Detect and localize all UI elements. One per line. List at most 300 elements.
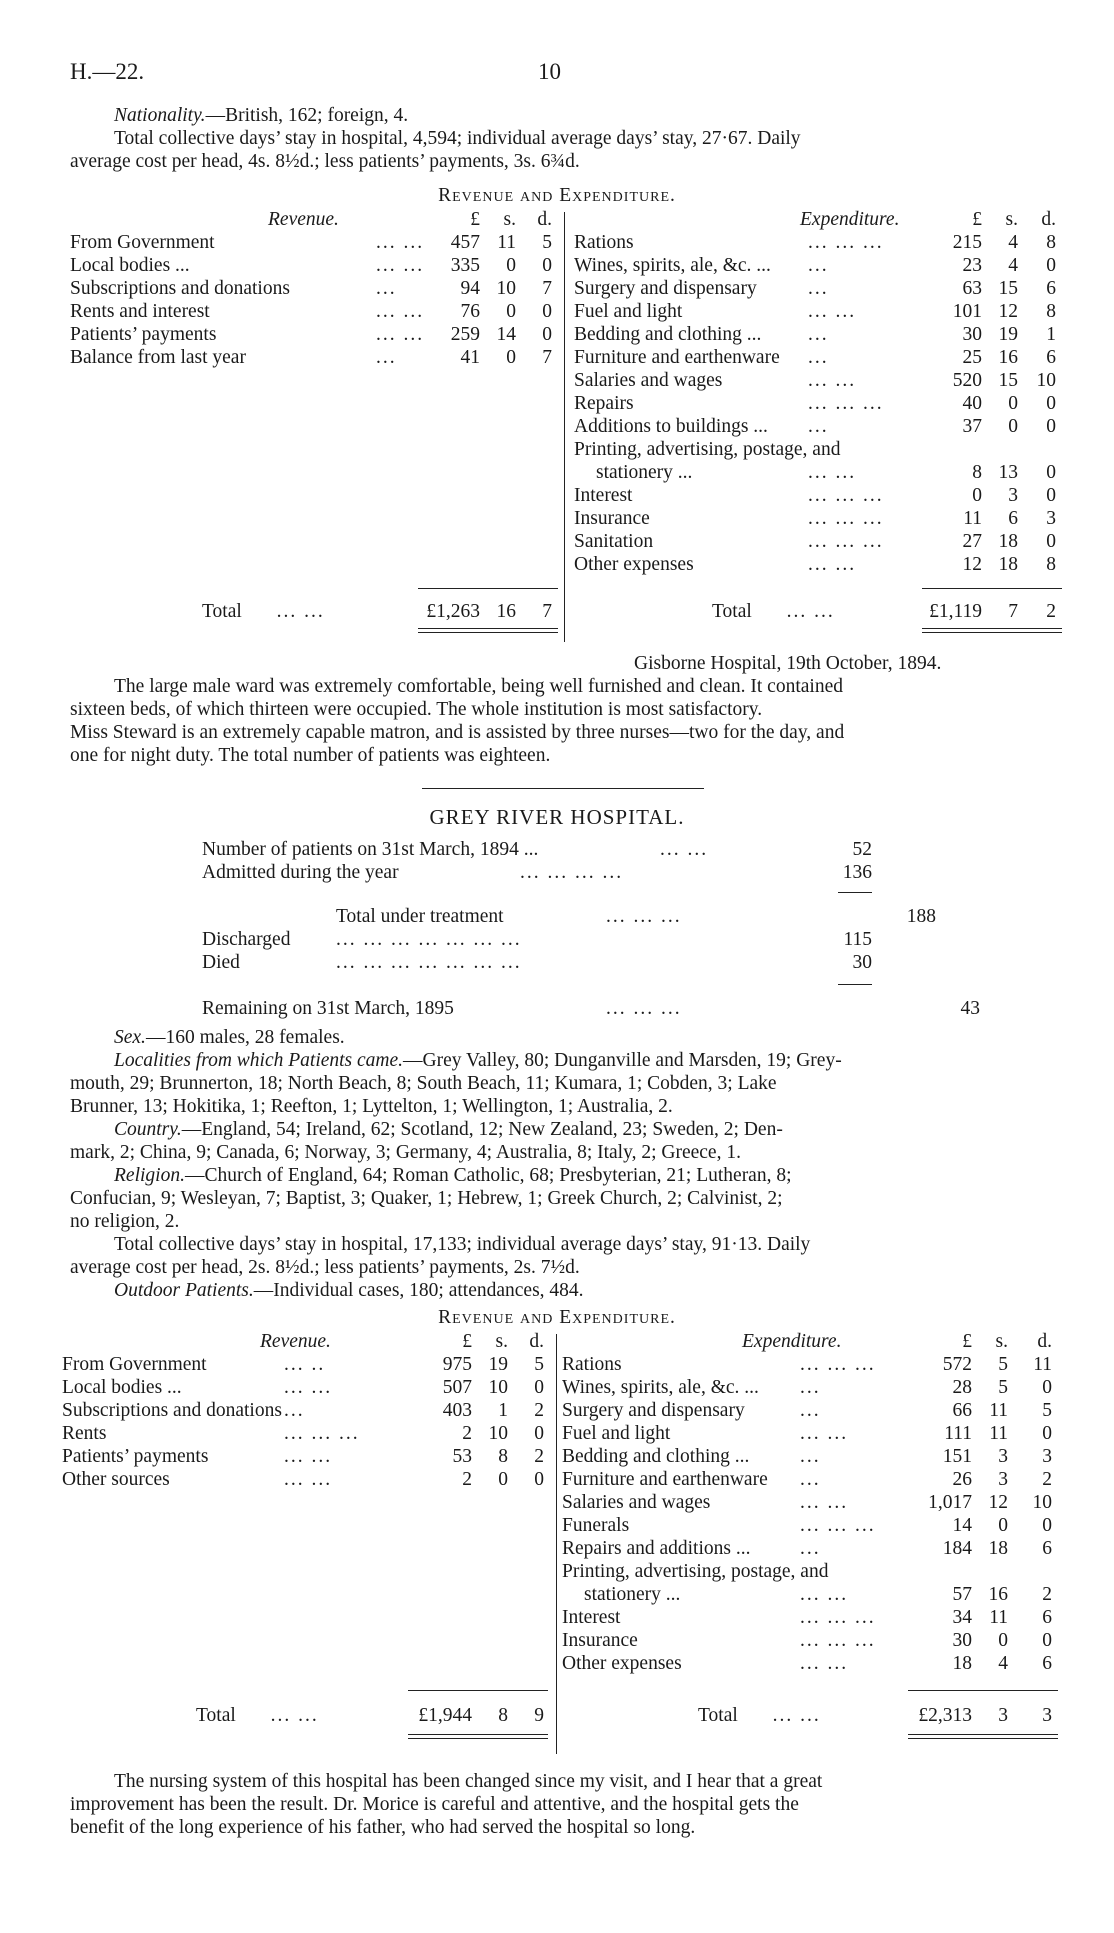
row-leader-dots: ... ... [284,1469,333,1490]
row-pence: 0 [1046,462,1056,483]
sex-label: Sex. [114,1027,146,1048]
row-label: From Government [62,1354,207,1375]
row-leader-dots: ... [376,347,397,368]
stat-value: 52 [852,839,872,860]
row-leader-dots: ... ... ... [800,1607,876,1628]
row-leader-dots: ... ... ... [808,232,884,253]
row-label: Insurance [562,1630,638,1651]
row-pence: 0 [1042,1630,1052,1651]
gisborne-para-line-2: sixteen beds, of which thirteen were occupied. The whole institution is most satisfactory. [70,699,763,720]
row-pence: 0 [1042,1515,1052,1536]
row-pence: 0 [534,1377,544,1398]
expenditure-heading: Expenditure. [800,209,900,230]
expenditure-total-rule [908,1734,1058,1735]
row-pounds: 40 [962,393,982,414]
row-shillings: 10 [496,278,516,299]
row-pence: 0 [1046,393,1056,414]
row-leader-dots: ... ... [800,1423,849,1444]
row-label: Rents [62,1423,107,1444]
document-reference: H.—22. [70,59,145,84]
religion-text: —Church of England, 64; Roman Catholic, 68; Presbyterian, 21; Lutheran, 8; [184,1165,792,1186]
row-leader-dots: ... ... [376,301,425,322]
row-label: Subscriptions and donations [70,278,290,299]
country-line-1 [70,1118,1062,1141]
row-pounds: 184 [942,1538,972,1559]
closing-line-3: benefit of the long experience of his father, who had served the hospital so long. [70,1817,696,1838]
stat-label: Total under treatment [336,906,504,927]
revenue-total-rule [418,632,558,633]
row-pounds: 63 [962,278,982,299]
revenue-total-pence: 7 [542,601,552,622]
localities-line-1 [70,1049,1062,1072]
row-pounds: 457 [450,232,480,253]
row-shillings: 12 [998,301,1018,322]
row-pence: 0 [1042,1423,1052,1444]
expenditure-total-pence: 3 [1042,1705,1052,1726]
religion-line-2: Confucian, 9; Wesleyan, 7; Baptist, 3; Quaker, 1; Hebrew, 1; Greek Church, 2; Calvinist, 2; [70,1188,783,1209]
row-pence: 2 [534,1400,544,1421]
row-shillings: 16 [988,1584,1008,1605]
expenditure-total-pounds: £2,313 [918,1705,972,1726]
row-pounds: 57 [952,1584,972,1605]
row-leader-dots: ... ... ... [808,485,884,506]
row-shillings: 5 [998,1354,1008,1375]
row-leader-dots: ... ... [376,255,425,276]
row-shillings: 11 [989,1400,1008,1421]
row-label: Patients’ payments [70,324,217,345]
col-shillings: s. [503,209,516,230]
row-pence: 7 [542,347,552,368]
row-pounds: 30 [962,324,982,345]
row-leader-dots: ... ... [284,1446,333,1467]
col-pence: d. [529,1331,544,1352]
closing-line-2: improvement has been the result. Dr. Morice is careful and attentive, and the hospital gets the [70,1794,799,1815]
row-leader-dots: ... [808,324,829,345]
row-label: Furniture and earthenware [562,1469,768,1490]
row-pounds: 94 [460,278,480,299]
stat-leader-dots: ... ... ... ... ... ... ... [336,952,522,973]
row-pounds: 28 [952,1377,972,1398]
row-pence: 5 [542,232,552,253]
row-pounds: 975 [442,1354,472,1375]
expenditure-sum-rule [908,1690,1058,1691]
row-label: Printing, advertising, postage, and [574,439,841,460]
row-leader-dots: ... [800,1446,821,1467]
row-leader-dots: ... [808,278,829,299]
row-pounds: 18 [952,1653,972,1674]
row-label: From Government [70,232,215,253]
expenditure-total-rule [922,628,1062,629]
row-label: Funerals [562,1515,630,1536]
stat-label: Admitted during the year [202,862,399,883]
country-label: Country. [114,1119,182,1140]
row-shillings: 4 [998,1653,1008,1674]
stat-total: 188 [906,906,936,927]
row-pounds: 259 [450,324,480,345]
section-divider [422,788,704,789]
row-shillings: 4 [1008,232,1018,253]
revenue-total-pounds: £1,944 [418,1705,472,1726]
row-pounds: 34 [952,1607,972,1628]
col-pounds: £ [470,209,480,230]
row-shillings: 15 [998,278,1018,299]
revenue-total-label: Total ... ... [196,1705,319,1726]
row-shillings: 0 [1008,393,1018,414]
row-label: Furniture and earthenware [574,347,780,368]
stat-label: Discharged [202,929,291,950]
religion-line-1 [70,1164,1062,1187]
row-shillings: 8 [498,1446,508,1467]
row-leader-dots: ... ... [800,1653,849,1674]
col-shillings: s. [495,1331,508,1352]
row-pounds: 215 [952,232,982,253]
row-shillings: 3 [998,1446,1008,1467]
row-label: Surgery and dispensary [562,1400,745,1421]
row-label: Fuel and light [562,1423,671,1444]
revenue-total-rule [408,1734,548,1735]
row-shillings: 1 [498,1400,508,1421]
row-label: Bedding and clothing ... [574,324,762,345]
row-shillings: 4 [1008,255,1018,276]
row-pounds: 53 [452,1446,472,1467]
country-text: —England, 54; Ireland, 62; Scotland, 12; New Zealand, 23; Sweden, 2; Den- [181,1119,783,1140]
country-line-2: mark, 2; China, 9; Canada, 6; Norway, 3; Germany, 4; Australia, 8; Italy, 2; Greece, 1. [70,1142,741,1163]
row-leader-dots: ... ... [808,370,857,391]
row-shillings: 0 [998,1515,1008,1536]
row-label: Local bodies ... [62,1377,182,1398]
revenue-heading: Revenue. [260,1331,331,1352]
row-pence: 6 [1046,278,1056,299]
row-leader-dots: ... ... [800,1492,849,1513]
gisborne-para-line-3: Miss Steward is an extremely capable matron, and is assisted by three nurses—two for the day, and [70,722,845,743]
expenditure-sum-rule [922,588,1062,589]
col-pence: d. [1041,209,1056,230]
revenue-total-pounds: £1,263 [426,601,480,622]
stat-leader-dots: ... ... ... [606,998,682,1019]
row-leader-dots: ... ... [376,324,425,345]
row-pence: 0 [1046,531,1056,552]
grey-table-title: Revenue and Expenditure. [438,1307,676,1328]
row-pence: 2 [1042,1469,1052,1490]
row-label: Rents and interest [70,301,210,322]
stat-value: 136 [842,862,872,883]
row-leader-dots: ... [808,416,829,437]
stats-sum-rule [838,892,872,893]
row-label: Rations [562,1354,622,1375]
row-shillings: 0 [506,301,516,322]
gisborne-stay-line-1: Total collective days’ stay in hospital, 4,594; individual average days’ stay, 27·67. Daily [114,128,801,149]
row-label: Subscriptions and donations [62,1400,282,1421]
outdoor-label: Outdoor Patients. [114,1280,254,1301]
stat-leader-dots: ... ... ... ... ... ... ... [336,929,522,950]
row-label: Interest [562,1607,621,1628]
row-label: Wines, spirits, ale, &c. ... [574,255,771,276]
row-pence: 0 [1046,485,1056,506]
row-leader-dots: ... [800,1538,821,1559]
row-pence: 6 [1042,1607,1052,1628]
row-leader-dots: ... ... ... [800,1515,876,1536]
row-pounds: 2 [462,1423,472,1444]
stat-label: Remaining on 31st March, 1895 [202,998,454,1019]
stat-total: 43 [960,998,980,1019]
row-pounds: 25 [962,347,982,368]
table-divider [556,1334,557,1754]
row-pounds: 30 [952,1630,972,1651]
row-shillings: 6 [1008,508,1018,529]
col-pounds: £ [972,209,982,230]
row-leader-dots: ... [808,347,829,368]
row-pounds: 335 [450,255,480,276]
row-leader-dots: ... [808,255,829,276]
row-shillings: 5 [998,1377,1008,1398]
expenditure-total-rule [922,632,1062,633]
stat-value: 30 [852,952,872,973]
outdoor-text: —Individual cases, 180; attendances, 484. [253,1280,584,1301]
localities-label: Localities from which Patients came. [114,1050,404,1071]
row-label: stationery ... [596,462,693,483]
row-shillings: 13 [998,462,1018,483]
outdoor-line [70,1279,1062,1302]
row-pence: 2 [534,1446,544,1467]
stat-leader-dots: ... ... ... [606,906,682,927]
row-label: stationery ... [584,1584,681,1605]
row-pence: 1 [1046,324,1056,345]
religion-label: Religion. [114,1165,185,1186]
row-shillings: 16 [998,347,1018,368]
expenditure-total-shillings: 7 [1008,601,1018,622]
revenue-total-rule [418,628,558,629]
row-shillings: 0 [506,347,516,368]
row-shillings: 11 [989,1607,1008,1628]
row-pounds: 66 [952,1400,972,1421]
row-pence: 5 [1042,1400,1052,1421]
row-shillings: 12 [988,1492,1008,1513]
row-pence: 0 [1046,255,1056,276]
row-pence: 6 [1042,1538,1052,1559]
row-label: Wines, spirits, ale, &c. ... [562,1377,759,1398]
stat-leader-dots: ... ... [660,839,709,860]
row-pounds: 27 [962,531,982,552]
row-leader-dots: ... ... [284,1377,333,1398]
row-pence: 11 [1033,1354,1052,1375]
row-pounds: 14 [952,1515,972,1536]
col-pence: d. [1037,1331,1052,1352]
row-pence: 8 [1046,301,1056,322]
expenditure-total-pence: 2 [1046,601,1056,622]
row-leader-dots: ... ... [808,462,857,483]
row-pounds: 8 [972,462,982,483]
revenue-total-rule [408,1738,548,1739]
row-pounds: 1,017 [928,1492,972,1513]
row-label: Bedding and clothing ... [562,1446,750,1467]
page-number: 10 [538,59,561,84]
grey-river-title: GREY RIVER HOSPITAL. [429,805,685,829]
stat-leader-dots: ... ... ... ... [520,862,624,883]
row-pence: 3 [1046,508,1056,529]
row-pence: 2 [1042,1584,1052,1605]
row-leader-dots: ... ... ... [808,393,884,414]
nationality-label: Nationality. [114,105,206,126]
row-pounds: 151 [942,1446,972,1467]
row-label: Balance from last year [70,347,246,368]
row-pounds: 2 [462,1469,472,1490]
sex-line [70,1026,1062,1049]
row-leader-dots: ... ... [808,301,857,322]
stat-label: Died [202,952,240,973]
row-pence: 0 [542,255,552,276]
row-leader-dots: ... ... [808,554,857,575]
row-pounds: 520 [952,370,982,391]
col-pence: d. [537,209,552,230]
row-leader-dots: ... [800,1469,821,1490]
localities-line-2: mouth, 29; Brunnerton, 18; North Beach, 8; South Beach, 11; Kumara, 1; Cobden, 3; Lake [70,1073,777,1094]
revenue-total-shillings: 16 [496,601,516,622]
gisborne-signoff: Gisborne Hospital, 19th October, 1894. [634,653,942,674]
row-leader-dots: ... .. [284,1354,326,1375]
row-pence: 8 [1046,554,1056,575]
row-label: Insurance [574,508,650,529]
row-pounds: 37 [962,416,982,437]
row-pence: 6 [1042,1653,1052,1674]
row-shillings: 0 [498,1469,508,1490]
gisborne-stay-line-2: average cost per head, 4s. 8½d.; less patients’ payments, 3s. 6¾d. [70,151,580,172]
row-leader-dots: ... ... ... [808,508,884,529]
row-shillings: 3 [1008,485,1018,506]
row-leader-dots: ... [800,1377,821,1398]
expenditure-heading: Expenditure. [742,1331,842,1352]
row-shillings: 10 [488,1423,508,1444]
religion-line-3: no religion, 2. [70,1211,180,1232]
row-label: Other expenses [562,1653,682,1674]
row-shillings: 11 [497,232,516,253]
expenditure-total-shillings: 3 [998,1705,1008,1726]
col-shillings: s. [1005,209,1018,230]
row-label: Printing, advertising, postage, and [562,1561,829,1582]
localities-line-3: Brunner, 13; Hokitika, 1; Reefton, 1; Lyttelton, 1; Wellington, 1; Australia, 2. [70,1096,673,1117]
expenditure-total-label: Total ... ... [698,1705,821,1726]
row-pence: 8 [1046,232,1056,253]
row-pence: 0 [534,1469,544,1490]
row-pounds: 507 [442,1377,472,1398]
col-pounds: £ [962,1331,972,1352]
row-label: Fuel and light [574,301,683,322]
row-leader-dots: ... ... [376,232,425,253]
row-shillings: 14 [496,324,516,345]
grey-stay-line-2: average cost per head, 2s. 8½d.; less patients’ payments, 2s. 7½d. [70,1257,580,1278]
row-shillings: 19 [488,1354,508,1375]
row-pounds: 403 [442,1400,472,1421]
row-pounds: 26 [952,1469,972,1490]
row-pounds: 76 [460,301,480,322]
row-pounds: 111 [944,1423,972,1444]
row-label: Other sources [62,1469,170,1490]
stats-sum-rule [838,984,872,985]
row-pence: 0 [1042,1377,1052,1398]
nationality-text: —British, 162; foreign, 4. [205,105,409,126]
row-shillings: 0 [998,1630,1008,1651]
row-label: Patients’ payments [62,1446,209,1467]
sex-text: —160 males, 28 females. [145,1027,345,1048]
row-label: Additions to buildings ... [574,416,768,437]
row-pence: 0 [534,1423,544,1444]
row-pounds: 41 [460,347,480,368]
row-pence: 0 [1046,416,1056,437]
row-shillings: 3 [998,1469,1008,1490]
row-shillings: 18 [998,554,1018,575]
expenditure-total-pounds: £1,119 [929,601,982,622]
row-shillings: 19 [998,324,1018,345]
row-leader-dots: ... ... ... [800,1354,876,1375]
gisborne-para-line-4: one for night duty. The total number of patients was eighteen. [70,745,551,766]
row-shillings: 18 [988,1538,1008,1559]
row-pounds: 23 [962,255,982,276]
row-label: Repairs and additions ... [562,1538,751,1559]
row-label: Rations [574,232,634,253]
row-label: Salaries and wages [562,1492,711,1513]
row-label: Repairs [574,393,634,414]
row-leader-dots: ... [284,1400,305,1421]
row-label: Salaries and wages [574,370,723,391]
row-leader-dots: ... [376,278,397,299]
revenue-total-shillings: 8 [498,1705,508,1726]
stat-value: 115 [843,929,872,950]
row-shillings: 0 [1008,416,1018,437]
expenditure-total-label: Total ... ... [712,601,835,622]
row-pence: 7 [542,278,552,299]
revenue-total-label: Total ... ... [202,601,325,622]
gisborne-table-title: Revenue and Expenditure. [438,185,676,206]
localities-text: —Grey Valley, 80; Dunganville and Marsden, 19; Grey- [403,1050,842,1071]
row-pounds: 572 [942,1354,972,1375]
row-pounds: 101 [952,301,982,322]
row-label: Surgery and dispensary [574,278,757,299]
row-pence: 10 [1036,370,1056,391]
row-pence: 6 [1046,347,1056,368]
revenue-heading: Revenue. [268,209,339,230]
row-pounds: 12 [962,554,982,575]
grey-stay-line-1: Total collective days’ stay in hospital, 17,133; individual average days’ stay, 91·13. Daily [114,1234,811,1255]
gisborne-para-line-1: The large male ward was extremely comfortable, being well furnished and clean. It contained [114,676,843,697]
nationality-line [70,104,1062,127]
revenue-total-pence: 9 [534,1705,544,1726]
row-shillings: 10 [488,1377,508,1398]
row-shillings: 18 [998,531,1018,552]
revenue-sum-rule [418,588,558,589]
col-pounds: £ [462,1331,472,1352]
row-label: Other expenses [574,554,694,575]
stat-label: Number of patients on 31st March, 1894 ... [202,839,539,860]
closing-line-1: The nursing system of this hospital has been changed since my visit, and I hear that a great [114,1771,823,1792]
row-leader-dots: ... ... ... [800,1630,876,1651]
revenue-sum-rule [408,1690,548,1691]
row-pounds: 11 [963,508,982,529]
col-shillings: s. [995,1331,1008,1352]
row-label: Local bodies ... [70,255,190,276]
row-pence: 5 [534,1354,544,1375]
row-shillings: 11 [989,1423,1008,1444]
row-label: Sanitation [574,531,654,552]
row-leader-dots: ... [800,1400,821,1421]
row-leader-dots: ... ... ... [284,1423,360,1444]
expenditure-total-rule [908,1738,1058,1739]
row-pence: 3 [1042,1446,1052,1467]
row-pence: 0 [542,301,552,322]
row-shillings: 15 [998,370,1018,391]
row-shillings: 0 [506,255,516,276]
row-leader-dots: ... ... [800,1584,849,1605]
row-leader-dots: ... ... ... [808,531,884,552]
row-pounds: 0 [972,485,982,506]
